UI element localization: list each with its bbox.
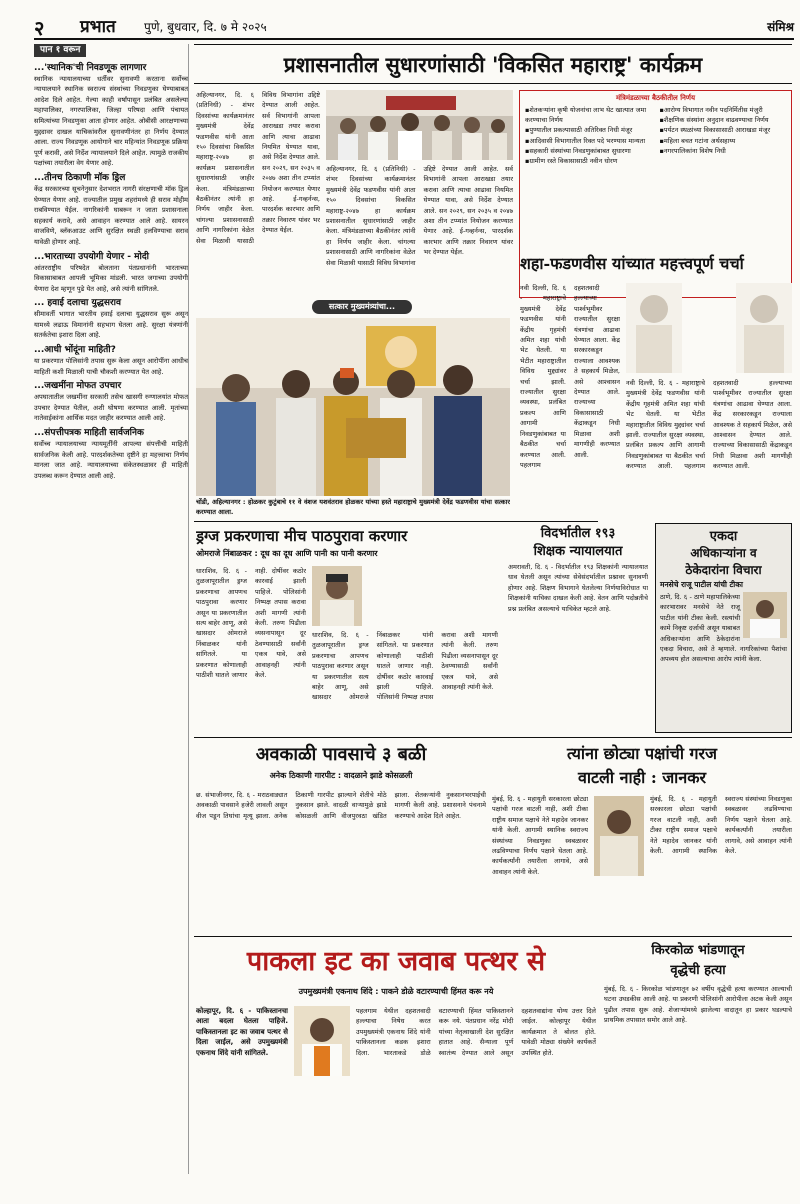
shinde-photo — [294, 1006, 350, 1076]
felicitation-label: सत्कार मुख्यमंत्र्यांचा... — [312, 300, 412, 314]
felicitation-photo — [196, 318, 510, 496]
continuation-column — [34, 44, 189, 1174]
drugs-headline: ड्रग्ज प्रकरणाचा मीच पाठपुरावा करणार — [196, 527, 408, 545]
story-body: या प्रकरणात पोलिसांनी तपास सुरू केला असून आरोपींना आधीच माहिती कशी मिळाली याची चौकशी करण्यात येत आहे. — [34, 357, 188, 376]
decision-item: ▪ पर्यटन स्थळांच्या विकासासाठी आराखडा मंजूर — [660, 125, 787, 135]
raj-headline-1: एकदा — [709, 529, 738, 544]
shinde-body: पहलगाम येथील दहशतवादी हल्ल्याचा निषेध करत उपमुख्यमंत्री एकनाथ शिंदे यांनी पाकिस्तानला कडक इशारा दिला. भारताकडे डोळे वटारण्याची हिंमत पाकिस्तानने करू नये. पंतप्रधान नरेंद्र मोदी यांच्या नेतृत्वाखाली देश सुरक्षित हातात आहे. सैन्याला पूर्ण स्वातंत्र्य देण्यात आले असून दहशतवाद्यांना योग्य उत्तर दिले जाईल. कोल्हापूर येथील कार्यक्रमात ते बोलत होते. यावेळी मोठ्या संख्येने कार्यकर्ते उपस्थित होते. — [356, 1007, 596, 1057]
murder-headline-1: किरकोळ भांडणातून — [651, 943, 745, 958]
page-number: २ — [34, 16, 45, 40]
masthead — [34, 14, 794, 40]
omraje-image — [312, 566, 362, 626]
continued-badge: पान १ वरून — [34, 44, 86, 57]
shinde-lead: कोल्हापूर, दि. ६ - पाकिस्तानचा आता बदला घेतला पाहिजे. पाकिस्तानला इट का जवाब पत्थर से दिला जाईल, असे उपमुख्यमंत्री एकनाथ शिंदे यांनी सांगितले. — [196, 1007, 288, 1057]
decision-item: ▪ आरोग्य विभागात नवीन पदनिर्मितीस मंजुरी — [660, 105, 787, 115]
shah-body-left: नवी दिल्ली, दि. ६ - महाराष्ट्राचे मुख्यमंत्री देवेंद्र फडणवीस यांनी केंद्रीय गृहमंत्री अमित शहा यांची भेट घेतली. या भेटीत महाराष्ट्रातील विविध मुद्द्यांवर चर्चा झाली. राज्यातील सुरक्षा व्यवस्था, प्रलंबित प्रकल्प आणि आगामी निवडणुकांबाबत या बैठकीत चर्चा करण्यात आली. पहलगाम दहशतवादी हल्ल्याच्या पार्श्वभूमीवर राज्यातील सुरक्षा यंत्रणांचा आढावा घेण्यात आला. केंद्र सरकारकडून राज्याला आवश्यक ते सहकार्य मिळेल, असे आश्वासन देण्यात आले. राज्याच्या विकासासाठी केंद्राकडून निधी मिळावा अशी मागणीही करण्यात आली. — [520, 284, 620, 469]
amit-shah-sketch — [626, 283, 682, 373]
story-body: सर्वोच्च न्यायालयाच्या न्यायमूर्तींनी आपल्या संपत्तीची माहिती सार्वजनिक केली आहे. पारदर्शकतेच्या दृष्टीने हा महत्त्वाचा निर्णय मानला जात आहे. न्यायालयाच्या संकेतस्थळावर ही माहिती उपलब्ध करून देण्यात आली आहे. — [34, 440, 188, 480]
story-title: ... हवाई दलाचा युद्धसराव — [34, 298, 121, 309]
story-title: ...संपत्तीपत्रक माहिती सार्वजनिक — [34, 428, 144, 439]
jankar-headline-1: त्यांना छोट्या पक्षांची गरज — [567, 744, 717, 763]
drugs-subhead: ओमराजे निंबाळकर : दूध का दूध आणि पानी का पानी करणार — [196, 549, 378, 558]
story-body: केंद्र सरकारच्या सूचनेनुसार देशभरात नागरी संरक्षणाची मॉक ड्रिल घेण्यात येणार आहे. राज्यातील प्रमुख शहरांमध्ये ही सराव मोहीम राबविण्यात येईल. नागरिकांनी घाबरून न जाता प्रशासनाला सहकार्य करावे, असे आवाहन करण्यात आले आहे. सायरन वाजविणे, ब्लॅकआउट आणि सुरक्षित स्थळी हलविण्याचा सराव यावेळी होणार आहे. — [34, 184, 188, 246]
drugs-body-right: धाराशिव, दि. ६ - तुळजापूरातील ड्रग्ज प्रकरणाचा आपणच पाठपुरावा करणार असून या प्रकरणातील सत्य बाहेर आणू, असे खासदार ओमराजे निंबाळकर यांनी सांगितले. या प्रकरणात कोणालाही पाठीशी घातले जाणार नाही. दोषींवर कठोर कारवाई झाली पाहिजे. पोलिसांनी निष्पक्ष तपास करावा अशी मागणी त्यांनी केली. तरुण पिढीला व्यसनापासून दूर ठेवण्यासाठी सर्वांनी एकत्र यावे, असे आवाहनही त्यांनी केले. — [312, 631, 498, 702]
cabinet-meeting-image — [326, 90, 513, 160]
raj-patil-photo — [743, 592, 787, 638]
decision-item: ▪ सहकारी संस्थांच्या निवडणुकांबाबत सुधारणा — [525, 146, 652, 156]
raj-headline-2: अधिकाऱ्यांना व — [690, 546, 757, 560]
cabinet-meeting-photo — [326, 90, 513, 160]
tribunal-headline-2: शिक्षक न्यायालयात — [533, 544, 623, 559]
decision-item: ▪ महिला बचत गटांना अर्थसहाय्य — [660, 136, 787, 146]
top-headline: प्रशासनातील सुधारणांसाठी 'विकसित महाराष्ट्र' कार्यक्रम — [194, 44, 792, 84]
story-title: ...जखमींना मोफत उपचार — [34, 381, 122, 392]
decisions-list — [525, 105, 786, 166]
shinde-image — [294, 1006, 350, 1076]
omraje-photo — [312, 566, 362, 626]
story-body: सीमावर्ती भागात भारतीय हवाई दलाचा युद्धसराव सुरू असून यामध्ये लढाऊ विमानांनी सहभाग घेतला आहे. सुरक्षा यंत्रणांनी सतर्कतेचा इशारा दिला आहे. — [34, 310, 188, 340]
story-title: ...'स्थानिक'ची निवडणूक लागणार — [34, 62, 147, 73]
jankar-headline-2: वाटली नाही : जानकर — [577, 768, 707, 787]
raj-headline-3: ठेकेदारांना विचारा — [685, 563, 762, 577]
shinde-headline: पाकला इट का जवाब पत्थर से — [246, 946, 546, 977]
fadnavis-photo — [736, 283, 792, 373]
shah-photo — [626, 283, 682, 373]
story-body: अपघातातील जखमींना सरकारी तसेच खासगी रुग्णालयांत मोफत उपचार देण्यात येतील, अशी घोषणा करण्यात आली. मृतांच्या नातेवाईकांना आर्थिक मदत जाहीर करण्यात आली आहे. — [34, 393, 188, 423]
story-title: ...आधी भोंदूंना माहिती? — [34, 345, 116, 356]
raj-subhead: मनसेचे राजू पाटील यांची टीका — [660, 580, 743, 589]
decision-item: ▪ आदिवासी विभागातील रिक्त पदे भरण्यास मान्यता — [525, 136, 652, 146]
decision-item: ▪ ग्रामीण रस्ते विकासासाठी नवीन धोरण — [525, 156, 652, 166]
decisions-title: मंत्रिमंडळाच्या बैठकीतील निर्णय — [615, 94, 696, 102]
decision-item: ▪ पुण्यातील प्रकल्पासाठी अतिरिक्त निधी मंजूर — [525, 125, 652, 135]
dateline: पुणे, बुधवार, दि. ७ मे २०२५ — [144, 20, 267, 34]
section-divider — [194, 521, 598, 522]
fadnavis-sketch — [736, 283, 792, 373]
rain-headline: अवकाळी पावसाचे ३ बळी — [255, 744, 427, 765]
shinde-subhead: उपमुख्यमंत्री एकनाथ शिंदे : पाकने डोळे वटारण्याची हिंमत करू नये — [298, 987, 494, 996]
raj-body: ठाणे, दि. ६ - ठाणे महापालिकेच्या कारभारावर मनसेचे नेते राजू पाटील यांनी टीका केली. रस्त्यांची कामे निकृष्ट दर्जाची असून याबाबत अधिकाऱ्यांना आणि ठेकेदारांना एकदा विचारा, असे ते म्हणाले. नागरिकांच्या पैशांचा अपव्यय होत असल्याचा आरोप त्यांनी केला. — [660, 593, 787, 664]
shah-body-right: नवी दिल्ली, दि. ६ - महाराष्ट्राचे मुख्यमंत्री देवेंद्र फडणवीस यांनी केंद्रीय गृहमंत्री अमित शहा यांची भेट घेतली. या भेटीत महाराष्ट्रातील विविध मुद्द्यांवर चर्चा झाली. राज्यातील सुरक्षा व्यवस्था, प्रलंबित प्रकल्प आणि आगामी निवडणुकांबाबत या बैठकीत चर्चा करण्यात आली. पहलगाम दहशतवादी हल्ल्याच्या पार्श्वभूमीवर राज्यातील सुरक्षा यंत्रणांचा आढावा घेण्यात आला. केंद्र सरकारकडून राज्याला आवश्यक ते सहकार्य मिळेल, असे आश्वासन देण्यात आले. राज्याच्या विकासासाठी केंद्राकडून निधी मिळावा अशी मागणीही करण्यात आली. — [626, 379, 792, 471]
jankar-photo — [594, 796, 644, 876]
story-title: ...तीनच ठिकाणी मॉक ड्रिल — [34, 172, 126, 183]
felicitation-caption: चोंडी, अहिल्यानगर : होळकर कुटुंबाचे ११ वे वंशज यशवंतराव होळकर यांच्या हस्ते महाराष्ट्राचे मुख्यमंत्री देवेंद्र फडणवीस यांचा सत्कार करण्यात आला. — [196, 498, 510, 517]
newspaper-logo: प्रभात — [80, 17, 116, 37]
story-title: ...भारताच्या उपयोगी येणार - मोदी — [34, 251, 149, 262]
shah-headline: शहा-फडणवीस यांच्यात महत्त्वपूर्ण चर्चा — [520, 254, 744, 273]
decision-item: ▪ शेतकऱ्यांना कृषी योजनांचा लाभ थेट खात्यात जमा करण्याचा निर्णय — [525, 105, 652, 125]
decision-item: ▪ शैक्षणिक संस्थांना अनुदान वाढवण्याचा निर्णय — [660, 115, 787, 125]
section-divider — [194, 737, 792, 738]
jankar-image — [594, 796, 644, 876]
jankar-body-right: मुंबई, दि. ६ - महायुती सरकारला छोट्या पक्षांची गरज वाटली नाही, अशी टीका राष्ट्रीय समाज पक्षाचे नेते महादेव जानकर यांनी केली. आगामी स्थानिक स्वराज्य संस्थांच्या निवडणुका स्वबळावर लढविण्याचा निर्णय पक्षाने घेतला आहे. कार्यकर्त्यांनी तयारीला लागावे, असे आवाहन त्यांनी केले. — [650, 795, 792, 856]
murder-body: मुंबई, दि. ६ - किरकोळ भांडणातून ७२ वर्षीय वृद्धेची हत्या करण्यात आल्याची घटना उघडकीस आली आहे. या प्रकरणी पोलिसांनी आरोपीला अटक केली असून पुढील तपास सुरू आहे. शेजाऱ्यांमध्ये झालेल्या वादातून हा प्रकार घडल्याचे प्राथमिक तपासात समोर आले आहे. — [604, 985, 792, 1025]
decision-item: ▪ नगरपालिकांना विशेष निधी — [660, 146, 787, 156]
section-divider — [194, 936, 792, 937]
drugs-body-left: धाराशिव, दि. ६ - तुळजापूरातील ड्रग्ज प्रकरणाचा आपणच पाठपुरावा करणार असून या प्रकरणातील सत्य बाहेर आणू, असे खासदार ओमराजे निंबाळकर यांनी सांगितले. या प्रकरणात कोणालाही पाठीशी घातले जाणार नाही. दोषींवर कठोर कारवाई झाली पाहिजे. पोलिसांनी निष्पक्ष तपास करावा अशी मागणी त्यांनी केली. तरुण पिढीला व्यसनापासून दूर ठेवण्यासाठी सर्वांनी एकत्र यावे, असे आवाहनही त्यांनी केले. — [196, 567, 306, 680]
tribunal-headline-1: विदर्भातील १९३ — [540, 526, 616, 541]
tribunal-body: अमरावती, दि. ६ - विदर्भातील १९३ शिक्षकांनी न्यायालयात धाव घेतली असून त्यांच्या सेवेसंदर्भातील प्रश्नावर सुनावणी होणार आहे. शिक्षण विभागाने घेतलेल्या निर्णयाविरोधात या शिक्षकांनी याचिका दाखल केली आहे. वेतन आणि पदोन्नतीचे प्रश्न प्रलंबित असल्याचे याचिकेत म्हटले आहे. — [508, 563, 648, 613]
section-name: संमिश्र — [767, 20, 794, 34]
top-story-body-continued: अहिल्यानगर, दि. ६ (प्रतिनिधी) - शंभर दिवसांच्या कार्यक्रमानंतर मुख्यमंत्री देवेंद्र फडणवीस यांनी आता १५० दिवसांचा विकसित महाराष्ट्र-२०४७ हा कार्यक्रम प्रशासनातील सुधारणांसाठी जाहीर केला. मंत्रिमंडळाच्या बैठकीनंतर त्यांनी हा निर्णय जाहीर केला. चांगल्या प्रशासनासाठी आणि नागरिकांना वेळेत सेवा मिळावी यासाठी विविध विभागांना उद्दिष्टे देण्यात आली आहेत. सर्व विभागांनी आपला आराखडा तयार करावा आणि त्याचा आढावा नियमित घेण्यात यावा, असे निर्देश देण्यात आले. सन २०२९, सन २०३५ व २०४७ अशा तीन टप्प्यांत नियोजन करण्यात येणार आहे. ई-गव्हर्नन्स, पारदर्शक कारभार आणि तक्रार निवारण यांवर भर देण्यात येईल. — [326, 165, 513, 267]
jankar-body-left: मुंबई, दि. ६ - महायुती सरकारला छोट्या पक्षांची गरज वाटली नाही, अशी टीका राष्ट्रीय समाज पक्षाचे नेते महादेव जानकर यांनी केली. आगामी स्थानिक स्वराज्य संस्थांच्या निवडणुका स्वबळावर लढविण्याचा निर्णय पक्षाने घेतला आहे. कार्यकर्त्यांनी तयारीला लागावे, असे आवाहन त्यांनी केले. — [492, 795, 588, 876]
murder-headline-2: वृद्धेची हत्या — [670, 963, 726, 978]
story-body: स्थानिक न्यायालयाच्या धर्तीवर सुनावणी करताना सर्वोच्च न्यायालयाने स्थानिक स्वराज्य संस्थांच्या निवडणुका घेण्याबाबत आदेश दिले आहेत. गेल्या काही वर्षांपासून प्रलंबित असलेल्या महापालिका, नगरपालिका, जिल्हा परिषदा आणि पंचायत समित्यांच्या निवडणुका आता होणार आहेत. ओबीसी आरक्षणाच्या मुद्द्यावर दाखल याचिकांवरील सुनावणीनंतर हा निर्णय देण्यात आला. राज्य निवडणूक आयोगाने चार महिन्यांत निवडणूक प्रक्रिया पूर्ण करावी, असे निर्देश न्यायालयाने दिले आहेत. त्यामुळे राजकीय पक्षांच्या तयारीला वेग येणार आहे. — [34, 74, 188, 168]
raj-patil-box — [655, 523, 792, 733]
felicitation-image — [196, 318, 510, 496]
rain-subhead: अनेक ठिकाणी गारपीट : वादळाने झाडे कोसळली — [269, 771, 413, 780]
rain-body: छ. संभाजीनगर, दि. ६ - मराठवाड्यात अवकाळी पावसाने हजेरी लावली असून वीज पडून तिघांचा मृत्यू झाला. अनेक ठिकाणी गारपीट झाल्याने शेतीचे मोठे नुकसान झाले. वादळी वाऱ्यामुळे झाडे कोसळली आणि वीजपुरवठा खंडित झाला. शेतकऱ्यांनी नुकसानभरपाईची मागणी केली आहे. प्रशासनाने पंचनामे करण्याचे आदेश दिले आहेत. — [196, 791, 486, 820]
top-story-body-left: अहिल्यानगर, दि. ६ (प्रतिनिधी) - शंभर दिवसांच्या कार्यक्रमानंतर मुख्यमंत्री देवेंद्र फडणवीस यांनी आता १५० दिवसांचा विकसित महाराष्ट्र-२०४७ हा कार्यक्रम प्रशासनातील सुधारणांसाठी जाहीर केला. मंत्रिमंडळाच्या बैठकीनंतर त्यांनी हा निर्णय जाहीर केला. चांगल्या प्रशासनासाठी आणि नागरिकांना वेळेत सेवा मिळावी यासाठी विविध विभागांना उद्दिष्टे देण्यात आली आहेत. सर्व विभागांनी आपला आराखडा तयार करावा आणि त्याचा आढावा नियमित घेण्यात यावा, असे निर्देश देण्यात आले. सन २०२९, सन २०३५ व २०४७ अशा तीन टप्प्यांत नियोजन करण्यात येणार आहे. ई-गव्हर्नन्स, पारदर्शक कारभार आणि तक्रार निवारण यांवर भर देण्यात येईल. — [196, 91, 320, 245]
story-body: आंतरराष्ट्रीय परिषदेत बोलताना पंतप्रधानांनी भारताच्या विकासाबाबत आपली भूमिका मांडली. भारत जगाच्या उपयोगी येणारा देश म्हणून पुढे येत आहे, असे त्यांनी सांगितले. — [34, 263, 188, 293]
